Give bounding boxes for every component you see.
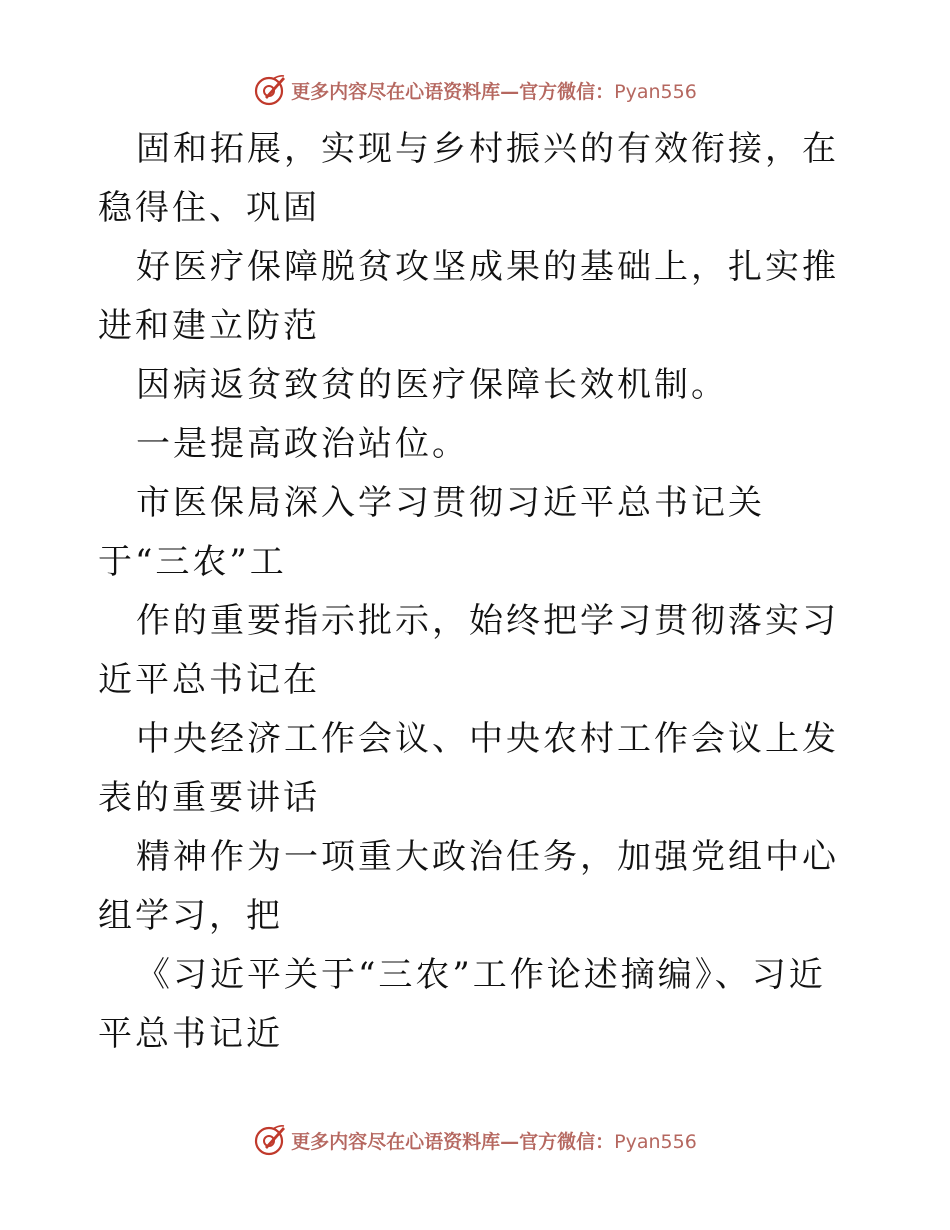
paragraph: 一是提高政治站位。 xyxy=(136,424,469,464)
header-banner xyxy=(0,70,950,110)
footer-banner xyxy=(0,1120,950,1160)
document-body xyxy=(98,120,858,1064)
pen-logo-icon xyxy=(253,1123,287,1157)
banner-cn: 更多内容尽在心语资料库—官方微信： xyxy=(291,80,615,103)
paragraph: 固和拓展，实现与乡村振兴的有效衔接，在稳得住、巩固 xyxy=(98,129,839,228)
paragraph: 因病返贫致贫的医疗保障长效机制。 xyxy=(136,365,728,405)
pen-logo-icon xyxy=(253,73,287,107)
banner-wechat-id: Pyan556 xyxy=(614,80,697,103)
paragraph: 作的重要指示批示，始终把学习贯彻落实习近平总书记在 xyxy=(98,601,839,700)
banner-wechat-id: Pyan556 xyxy=(614,1130,697,1153)
paragraph: 好医疗保障脱贫攻坚成果的基础上，扎实推进和建立防范 xyxy=(98,247,839,346)
banner-cn: 更多内容尽在心语资料库—官方微信： xyxy=(291,1130,615,1153)
banner-text xyxy=(291,77,697,104)
paragraph: 精神作为一项重大政治任务，加强党组中心组学习，把 xyxy=(98,837,839,936)
paragraph: 中央经济工作会议、中央农村工作会议上发表的重要讲话 xyxy=(98,719,839,818)
paragraph: 市医保局深入学习贯彻习近平总书记关于“三农”工 xyxy=(98,483,765,582)
banner-text xyxy=(291,1127,697,1154)
paragraph: 《习近平关于“三农”工作论述摘编》、习近平总书记近 xyxy=(98,955,826,1054)
